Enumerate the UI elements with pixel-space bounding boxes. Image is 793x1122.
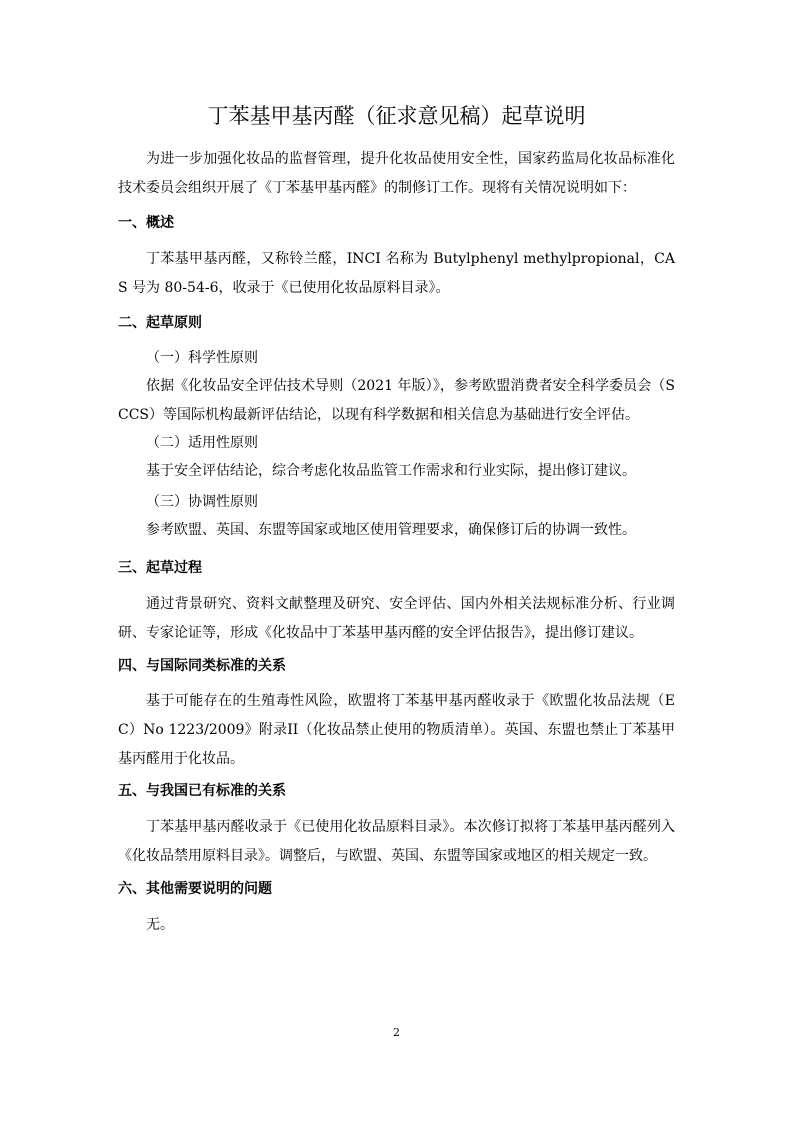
subheading-applicability: （二）适用性原则 — [146, 435, 258, 451]
section-heading-international: 四、与国际同类标准的关系 — [118, 658, 286, 674]
coordination-paragraph: 参考欧盟、英国、东盟等国家或地区使用管理要求，确保修订后的协调一致性。 — [146, 522, 636, 538]
page-number: 2 — [393, 1026, 400, 1039]
other-paragraph: 无。 — [146, 917, 174, 933]
domestic-paragraph: 丁苯基甲基丙醛收录于《已使用化妆品原料目录》。本次修订拟将丁苯基甲基丙醛列入《化妆品禁用原料目录》。调整后，与欧盟、英国、东盟等国家或地区的相关规定一致。 — [118, 819, 675, 864]
section-heading-other: 六、其他需要说明的问题 — [118, 881, 272, 897]
section-heading-process: 三、起草过程 — [118, 560, 202, 576]
process-paragraph: 通过背景研究、资料文献整理及研究、安全评估、国内外相关法规标准分析、行业调研、专家论证等，形成《化妆品中丁苯基甲基丙醛的安全评估报告》，提出修订建议。 — [118, 596, 675, 641]
subheading-scientific: （一）科学性原则 — [146, 350, 258, 366]
applicability-paragraph: 基于安全评估结论，综合考虑化妆品监管工作需求和行业实际，提出修订建议。 — [146, 463, 636, 479]
section-heading-principles: 二、起草原则 — [118, 315, 202, 331]
overview-paragraph: 丁苯基甲基丙醛，又称铃兰醛，INCI 名称为 Butylphenyl methylpropional，CAS 号为 80-54-6，收录于《已使用化妆品原料目录》。 — [118, 251, 675, 296]
subheading-coordination: （三）协调性原则 — [146, 494, 258, 510]
intro-paragraph: 为进一步加强化妆品的监督管理，提升化妆品使用安全性，国家药监局化妆品标准化技术委员会组织开展了《丁苯基甲基丙醛》的制修订工作。现将有关情况说明如下： — [118, 151, 675, 196]
scientific-paragraph: 依据《化妆品安全评估技术导则（2021 年版）》，参考欧盟消费者安全科学委员会（SCCS）等国际机构最新评估结论，以现有科学数据和相关信息为基础进行安全评估。 — [118, 378, 675, 423]
section-heading-overview: 一、概述 — [118, 215, 174, 231]
international-paragraph: 基于可能存在的生殖毒性风险，欧盟将丁苯基甲基丙醛收录于《欧盟化妆品法规（EC）No 1223/2009》附录II（化妆品禁止使用的物质清单）。英国、东盟也禁止丁苯基甲基丙醛用于化妆品。 — [118, 693, 675, 767]
section-heading-domestic: 五、与我国已有标准的关系 — [118, 783, 286, 799]
document-title: 丁苯基甲基丙醛（征求意见稿）起草说明 — [207, 104, 586, 128]
